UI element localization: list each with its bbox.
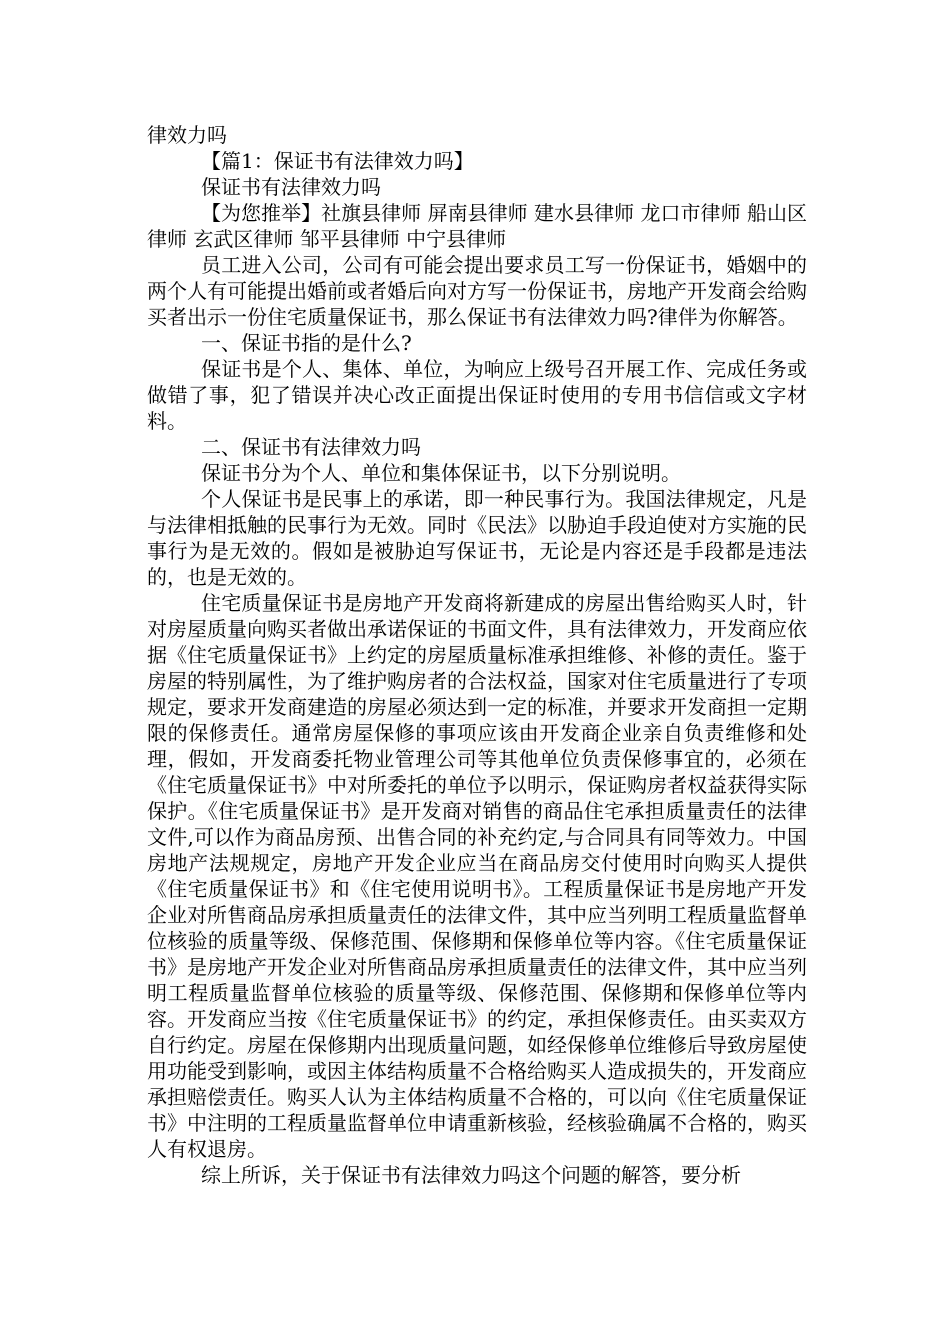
personal-guarantee-paragraph: 个人保证书是民事上的承诺，即一种民事行为。我国法律规定，凡是与法律相抵触的民事行为无效。同时《民法》以胁迫手段迫使对方实施的民事行为是无效的。假如是被胁迫写保证书，无论是内容还是手段都是违法的，也是无效的。 (147, 487, 807, 589)
question-2-heading: 二、保证书有法律效力吗 (201, 435, 421, 459)
answer-1-paragraph: 保证书是个人、集体、单位，为响应上级号召开展工作、完成任务或做错了事，犯了错误并决心改正面提出保证时使用的专用书信信或文字材料。 (147, 357, 807, 433)
continued-title-fragment: 律效力吗 (147, 123, 227, 147)
conclusion-paragraph: 综上所诉，关于保证书有法律效力吗这个问题的解答，要分析 (201, 1163, 741, 1187)
housing-guarantee-paragraph: 住宅质量保证书是房地产开发商将新建成的房屋出售给购买人时，针对房屋质量向购买者做出承诺保证的书面文件，具有法律效力，开发商应依据《住宅质量保证书》上约定的房屋质量标准承担维修、补修的责任。鉴于房屋的特别属性，为了维护购房者的合法权益，国家对住宅质量进行了专项规定，要求开发商建造的房屋必须达到一定的标准，并要求开发商担一定期限的保修责任。通常房屋保修的事项应该由开发商企业亲自负责维修和处理，假如，开发商委托物业管理公司等其他单位负责保修事宜的，必须在《住宅质量保证书》中对所委托的单位予以明示，保证购房者权益获得实际保护。《住宅质量保证书》是开发商对销售的商品住宅承担质量责任的法律文件,可以作为商品房预、出售合同的补充约定,与合同具有同等效力。中国房地产法规规定，房地产开发企业应当在商品房交付使用时向购买人提供《住宅质量保证书》和《住宅使用说明书》。工程质量保证书是房地产开发企业对所售商品房承担质量责任的法律文件，其中应当列明工程质量监督单位核验的质量等级、保修范围、保修期和保修单位等内容。《住宅质量保证书》是房地产开发企业对所售商品房承担质量责任的法律文件，其中应当列明工程质量监督单位核验的质量等级、保修范围、保修期和保修单位等内容。开发商应当按《住宅质量保证书》的约定，承担保修责任。由买卖双方自行约定。房屋在保修期内出现质量问题，如经保修单位维修后导致房屋使用功能受到影响，或因主体结构质量不合格给购买人造成损失的，开发商应承担赔偿责任。购买人认为主体结构质量不合格的，可以向《住宅质量保证书》中注明的工程质量监督单位申请重新核验，经核验确属不合格的，购买人有权退房。 (147, 591, 807, 1161)
answer-2-intro: 保证书分为个人、单位和集体保证书，以下分别说明。 (201, 461, 681, 485)
document-page (147, 122, 807, 1188)
intro-paragraph: 员工进入公司，公司有可能会提出要求员工写一份保证书，婚姻中的两个人有可能提出婚前或者婚后向对方写一份保证书，房地产开发商会给购买者出示一份住宅质量保证书，那么保证书有法律效力吗?律伴为你解答。 (147, 253, 807, 329)
section-heading: 【篇1：保证书有法律效力吗】 (201, 149, 474, 173)
question-1-heading: 一、保证书指的是什么? (201, 331, 412, 355)
article-subtitle: 保证书有法律效力吗 (201, 175, 381, 199)
recommend-lawyers: 【为您推举】社旗县律师 屏南县律师 建水县律师 龙口市律师 船山区律师 玄武区律师 邹平县律师 中宁县律师 (147, 201, 807, 251)
